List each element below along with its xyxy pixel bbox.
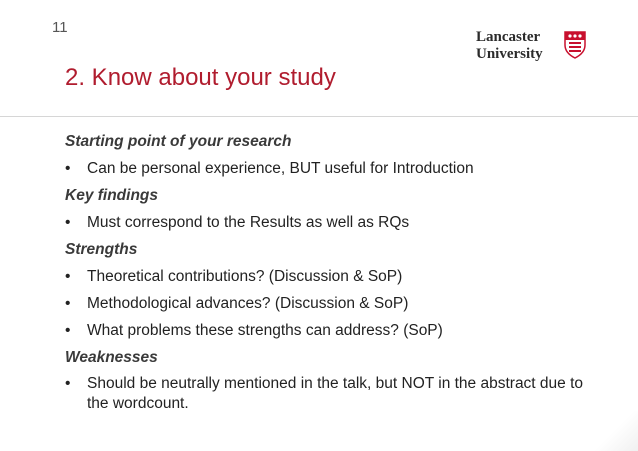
section-heading: Starting point of your research [65,133,292,150]
bullet-item [65,266,585,288]
bullet-symbol: • [65,375,71,392]
bullet-text: Methodological advances? (Discussion & SoP) [87,295,409,312]
bullet-symbol: • [65,214,71,231]
bullet-item [65,158,585,180]
bullet-item [65,212,585,234]
logo-line-1: Lancaster [476,29,541,45]
logo-wordmark [476,29,543,63]
page-curl-shadow [578,411,638,451]
section-heading: Strengths [65,241,138,258]
bullet-text: Must correspond to the Results as well as RQs [87,214,410,231]
section-heading: Weaknesses [65,349,158,366]
bullet-symbol: • [65,160,71,177]
crest-icon [564,31,586,59]
bullet-symbol: • [65,268,71,285]
title-divider [0,116,638,117]
bullet-text: Theoretical contributions? (Discussion & SoP) [87,268,403,285]
bullet-text: What problems these strengths can address? (SoP) [87,322,443,339]
logo-line-2: University [476,46,543,62]
bullet-symbol: • [65,295,71,312]
page-number: 11 [52,19,68,36]
section-heading: Key findings [65,187,159,204]
bullet-item [65,293,585,315]
bullet-text: Can be personal experience, BUT useful for Introduction [87,160,474,177]
university-logo [476,29,596,73]
slide-title: 2. Know about your study [65,64,336,91]
bullet-symbol: • [65,322,71,339]
slide-content [65,131,585,419]
bullet-item [65,374,585,414]
bullet-item [65,320,585,342]
bullet-text: Should be neutrally mentioned in the talk, but NOT in the abstract due to the wordcount. [87,375,584,412]
